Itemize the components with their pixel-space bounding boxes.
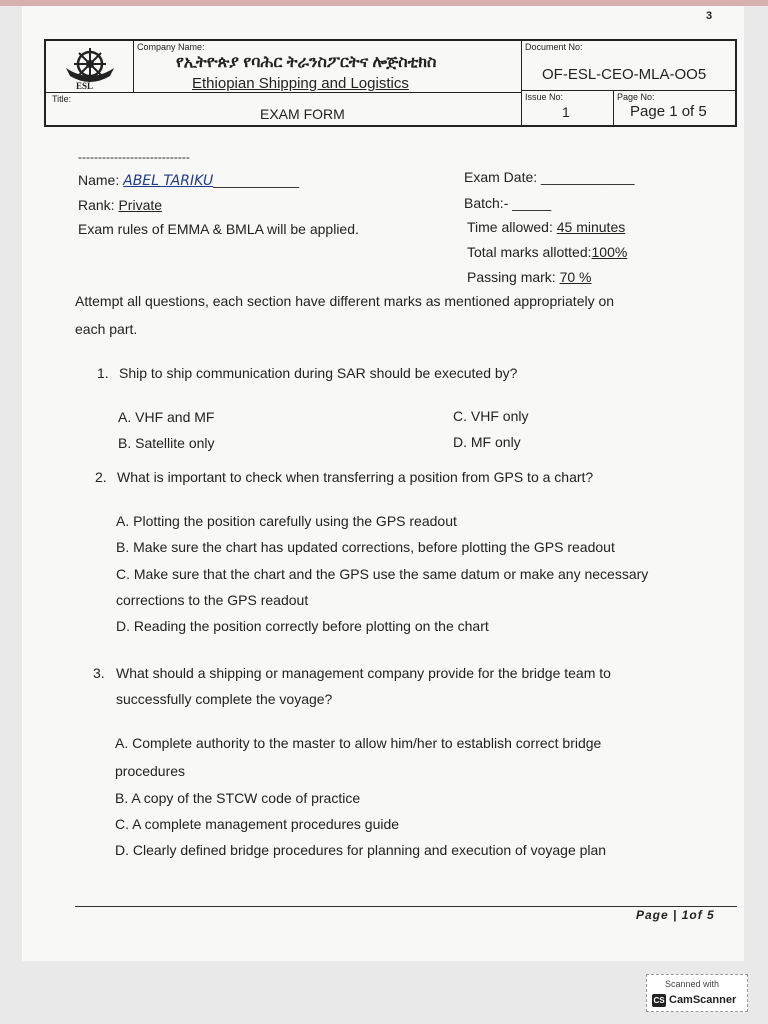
- question-text-continued: successfully complete the voyage?: [116, 691, 333, 707]
- issue-label: Issue No:: [525, 92, 564, 102]
- instructions-line-1: Attempt all questions, each section have different marks as mentioned appropriately on: [75, 293, 615, 309]
- option-b: B. Satellite only: [118, 435, 215, 451]
- option-d: D. Reading the position correctly before plotting on the chart: [116, 618, 489, 634]
- rank-value: Private: [118, 197, 163, 213]
- document-number-cell: [522, 41, 737, 91]
- document-number: OF-ESL-CEO-MLA-OO5: [542, 66, 707, 83]
- batch-blank: _____: [512, 195, 552, 211]
- question-text: What is important to check when transferring a position from GPS to a chart?: [117, 469, 594, 485]
- corner-mark: 3: [706, 10, 713, 22]
- scanned-with-text: Scanned with: [665, 979, 720, 989]
- exam-date-label: Exam Date:: [464, 169, 538, 185]
- camscanner-brand: CamScanner: [669, 994, 737, 1006]
- company-cell: [134, 41, 522, 93]
- rank-label: Rank:: [78, 197, 115, 213]
- name-trail: ___________: [213, 172, 299, 188]
- option-c: C. VHF only: [453, 408, 529, 424]
- company-label: Company Name:: [137, 42, 205, 52]
- option-c-continued: corrections to the GPS readout: [116, 592, 309, 608]
- logo-cell: [46, 41, 134, 93]
- issue-number-cell: [522, 91, 614, 125]
- time-allowed-field: [467, 219, 625, 235]
- option-a: A. Complete authority to the master to allow him/her to establish correct bridge: [115, 735, 602, 751]
- passing-mark-field: [467, 269, 592, 285]
- option-d: D. MF only: [453, 434, 521, 450]
- page-number-cell: [614, 91, 737, 125]
- name-value: ABEL TARIKU: [123, 173, 214, 189]
- logo-text: ESL: [76, 81, 94, 91]
- page-number: Page 1 of 5: [630, 103, 707, 120]
- option-a: A. VHF and MF: [118, 409, 215, 425]
- issue-number: 1: [562, 104, 570, 120]
- name-field: [78, 172, 299, 189]
- time-allowed-value: 45 minutes: [556, 219, 626, 235]
- time-allowed-label: Time allowed:: [467, 219, 553, 235]
- question-number: 1.: [97, 365, 109, 381]
- total-marks-value: 100%: [591, 244, 628, 260]
- option-c: C. A complete management procedures guide: [115, 816, 400, 832]
- document-header-table: [44, 39, 737, 127]
- question-number: 3.: [93, 665, 105, 681]
- rank-field: [78, 197, 162, 213]
- camscanner-badge: [646, 974, 748, 1012]
- option-d: D. Clearly defined bridge procedures for planning and execution of voyage plan: [115, 842, 607, 858]
- option-a: A. Plotting the position carefully using the GPS readout: [116, 513, 457, 529]
- title-cell: [46, 93, 522, 125]
- question-number: 2.: [95, 469, 107, 485]
- question-text: Ship to ship communication during SAR should be executed by?: [119, 365, 518, 381]
- exam-rules: Exam rules of EMMA & BMLA will be applied.: [78, 221, 359, 237]
- document-label: Document No:: [525, 42, 583, 52]
- option-a-continued: procedures: [115, 763, 186, 779]
- company-name-english: Ethiopian Shipping and Logistics: [192, 75, 409, 92]
- name-label: Name:: [78, 172, 120, 188]
- total-marks-field: [467, 244, 627, 260]
- page-label: Page No:: [617, 92, 655, 102]
- footer-divider: [75, 906, 737, 907]
- option-c: C. Make sure that the chart and the GPS use the same datum or make any necessary: [116, 566, 649, 582]
- exam-form-title: EXAM FORM: [260, 106, 345, 122]
- company-name-amharic: የኢትዮጵያ የባሕር ትራንስፖርትና ሎጅስቲክስ: [176, 54, 437, 71]
- total-marks-label: Total marks allotted:: [467, 244, 592, 260]
- passing-mark-label: Passing mark:: [467, 269, 556, 285]
- batch-label: Batch:-: [464, 195, 509, 211]
- instructions-line-2: each part.: [75, 321, 138, 337]
- title-label: Title:: [52, 94, 72, 104]
- batch-field: [464, 195, 551, 211]
- option-b: B. A copy of the STCW code of practice: [115, 790, 361, 806]
- passing-mark-value: 70 %: [559, 269, 592, 285]
- top-dash-line: ----------------------------: [78, 150, 190, 164]
- exam-date-blank: ____________: [541, 169, 635, 185]
- option-b: B. Make sure the chart has updated corrections, before plotting the GPS readout: [116, 539, 615, 555]
- exam-date-field: [464, 169, 634, 185]
- footer-page-number: Page | 1of 5: [636, 908, 715, 922]
- camscanner-logo-icon: CS: [653, 996, 665, 1005]
- question-text: What should a shipping or management company provide for the bridge team to: [116, 665, 611, 681]
